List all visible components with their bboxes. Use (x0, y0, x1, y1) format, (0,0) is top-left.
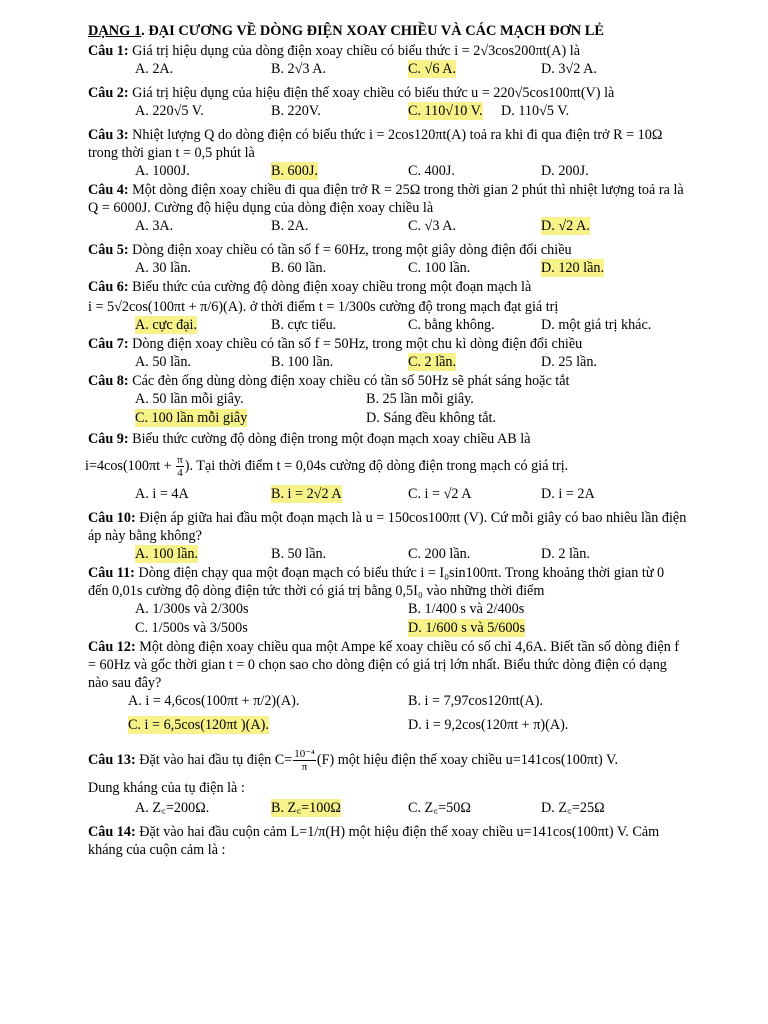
question-label: Câu 2: (88, 85, 129, 101)
option-a: A. i = 4A (135, 486, 189, 502)
question-13 (88, 748, 688, 773)
document-page (85, 22, 688, 859)
question-label: Câu 1: (88, 43, 129, 59)
question-5 (88, 241, 688, 259)
question-label: Câu 12: (88, 639, 136, 655)
option-a: A. 50 lần. (135, 354, 191, 370)
option-a: A. 30 lần. (135, 260, 191, 276)
question-3 (88, 126, 688, 162)
option-d: D. 3√2 A. (541, 61, 597, 77)
option-b: B. i = 7,97cos120πt(A). (408, 693, 543, 709)
fraction-denominator: π (301, 761, 308, 773)
question-text-end: (F) một hiệu điện thế xoay chiều u=141cos(100πt) V. (316, 751, 619, 768)
options-11-row2 (88, 619, 688, 638)
fraction-numerator: 10⁻⁴ (294, 748, 315, 760)
option-c-highlighted: C. √6 A. (408, 61, 456, 77)
option-a: A. 50 lần mỗi giây. (135, 391, 244, 407)
options-13 (88, 799, 688, 823)
question-text: Một dòng điện xoay chiều đi qua điện trở R = 25Ω trong thời gian 2 phút thì nhiệt lượng toả ra là Q = 6000J. Cường độ hiệu dụng của dòng điện xoay chiều là (88, 182, 684, 216)
option-a: A. 3A. (135, 218, 174, 234)
fraction-numerator: π (177, 454, 183, 466)
option-a: A. 1000J. (135, 163, 190, 179)
option-a: A. Z꜀=200Ω. (135, 800, 210, 816)
option-d: D. Sáng đều không tắt. (366, 410, 497, 426)
expression-end: ). Tại thời điểm t = 0,04s cường độ dòng điện trong mạch có giá trị. (184, 457, 569, 474)
options-12-row1 (88, 692, 688, 716)
question-text: Một dòng điện xoay chiều qua một Ampe kế xoay chiều có số chỉ 4,6A. Biết tần số dòng điện f = 60Hz và gốc thời gian t = 0 chọn sao cho dòng điện có giá trị lớn nhất. Biểu thức dòng điện có dạng nào sau đây? (88, 639, 680, 691)
option-d: D. 200J. (541, 163, 589, 179)
question-2 (88, 84, 688, 102)
options-5 (88, 259, 688, 278)
question-9-expression (85, 454, 688, 479)
options-4 (88, 217, 688, 241)
section-label: DẠNG 1 (88, 23, 142, 39)
question-6-expression: i = 5√2cos(100πt + π/6)(A). ở thời điểm t = 1/300s cường độ trong mạch đạt giá trị (88, 299, 559, 315)
question-label: Câu 4: (88, 182, 129, 198)
question-10 (88, 509, 688, 545)
options-8-row2 (88, 409, 688, 428)
option-c: C. 200 lần. (408, 546, 471, 562)
option-d-highlighted: D. 120 lần. (541, 260, 605, 276)
question-4 (88, 181, 688, 217)
question-13-line2: Dung kháng của tụ điện là : (88, 780, 245, 796)
option-c-highlighted: C. 100 lần mỗi giây (135, 410, 248, 426)
option-b: B. 2√3 A. (271, 61, 327, 77)
question-12 (88, 638, 688, 692)
option-c: C. bằng không. (408, 317, 495, 333)
option-b: B. 25 lần mỗi giây. (366, 391, 474, 407)
option-d-highlighted: D. 1/600 s và 5/600s (408, 620, 526, 636)
option-c: C. 100 lần. (408, 260, 471, 276)
question-text: Biểu thức của cường độ dòng điện xoay chiều trong một đoạn mạch là (132, 279, 532, 295)
options-1 (88, 60, 688, 84)
question-text: Biểu thức cường độ dòng điện trong một đoạn mạch xoay chiều AB là (132, 431, 531, 447)
option-c-highlighted: C. 110√10 V. (408, 103, 483, 119)
option-a: A. 2A. (135, 61, 174, 77)
option-d: D. 2 lần. (541, 546, 590, 562)
option-d: D. 25 lần. (541, 354, 597, 370)
question-8 (88, 372, 688, 390)
question-label: Câu 3: (88, 127, 129, 143)
fraction (293, 748, 316, 773)
options-11-row1 (88, 600, 688, 619)
option-c: C. Z꜀=50Ω (408, 800, 471, 816)
fraction (176, 454, 184, 479)
option-d: D. 110√5 V. (501, 103, 570, 119)
option-b-highlighted: B. Z꜀=100Ω (271, 800, 341, 816)
option-b: B. 100 lần. (271, 354, 334, 370)
options-6 (88, 316, 688, 335)
question-label: Câu 14: (88, 824, 136, 840)
question-text: Các đèn ống dùng dòng điện xoay chiều có tần số 50Hz sẽ phát sáng hoặc tắt (132, 373, 570, 389)
options-9 (88, 485, 688, 509)
option-b: B. 1/400 s và 2/400s (408, 601, 525, 617)
options-7 (88, 353, 688, 372)
option-d: D. i = 9,2cos(120πt + π)(A). (408, 717, 569, 733)
option-c: C. i = √2 A (408, 486, 472, 502)
option-a: A. 1/300s và 2/300s (135, 601, 249, 617)
option-b: B. cực tiểu. (271, 317, 337, 333)
options-2 (88, 102, 688, 126)
options-8-row1 (88, 390, 688, 409)
option-a: A. i = 4,6cos(100πt + π/2)(A). (128, 693, 300, 709)
question-text: Dòng điện chạy qua một đoạn mạch có biểu thức i = I₀sin100πt. Trong khoảng thời gian từ 0 đến 0,01s cường độ dòng điện tức thời có giá trị bằng 0,5I₀ vào những thời điểm (88, 565, 665, 599)
question-label: Câu 6: (88, 279, 129, 295)
question-text: Đặt vào hai đầu cuộn cảm L=1/π(H) một hiệu điện thế xoay chiều u=141cos(100πt) V. Cảm kháng của cuộn cảm là : (88, 824, 660, 858)
question-label: Câu 13: (88, 751, 136, 768)
question-label: Câu 5: (88, 242, 129, 258)
options-3 (88, 162, 688, 181)
option-d: D. i = 2A (541, 486, 595, 502)
option-d-highlighted: D. √2 A. (541, 218, 590, 234)
option-a-highlighted: A. 100 lần. (135, 546, 199, 562)
question-text: Dòng điện xoay chiều có tần số f = 50Hz, trong một chu kì dòng điện đổi chiều (132, 336, 583, 352)
fraction-denominator: 4 (177, 467, 183, 479)
question-9 (88, 430, 688, 448)
option-c-highlighted: C. 2 lần. (408, 354, 457, 370)
question-1 (88, 42, 688, 60)
option-b: B. 220V. (271, 103, 321, 119)
section-heading: . ĐẠI CƯƠNG VỀ DÒNG ĐIỆN XOAY CHIỀU VÀ CÁC MẠCH ĐƠN LẺ (141, 23, 604, 39)
expression-start: i=4cos(100πt + (85, 457, 176, 474)
option-b-highlighted: B. i = 2√2 A (271, 486, 342, 502)
options-10 (88, 545, 688, 564)
option-c: C. √3 A. (408, 218, 456, 234)
option-c-highlighted: C. i = 6,5cos(120πt )(A). (128, 717, 269, 733)
question-label: Câu 11: (88, 565, 135, 581)
question-text: Nhiệt lượng Q do dòng điện có biểu thức i = 2cos120πt(A) toả ra khi đi qua điện trở R = 10Ω trong thời gian t = 0,5 phút là (88, 127, 663, 161)
option-b: B. 60 lần. (271, 260, 327, 276)
option-c: C. 1/500s và 3/500s (135, 620, 248, 636)
question-label: Câu 10: (88, 510, 136, 526)
question-label: Câu 9: (88, 431, 129, 447)
question-text: Dòng điện xoay chiều có tần số f = 60Hz, trong một giây dòng điện đổi chiều (132, 242, 572, 258)
question-14 (88, 823, 688, 859)
question-label: Câu 8: (88, 373, 129, 389)
question-7 (88, 335, 688, 353)
question-11 (88, 564, 688, 600)
option-d: D. một giá trị khác. (541, 317, 652, 333)
option-a-highlighted: A. cực đại. (135, 317, 198, 333)
question-label: Câu 7: (88, 336, 129, 352)
question-6 (88, 278, 688, 296)
option-a: A. 220√5 V. (135, 103, 204, 119)
question-text: Điện áp giữa hai đầu một đoạn mạch là u = 150cos100πt (V). Cứ mỗi giây có bao nhiêu lần điện áp này bằng không? (88, 510, 687, 544)
option-b: B. 2A. (271, 218, 309, 234)
options-12-row2 (88, 716, 688, 740)
option-d: D. Z꜀=25Ω (541, 800, 605, 816)
question-text: Đặt vào hai đầu tụ điện C= (135, 751, 293, 768)
section-title (88, 22, 688, 41)
option-b: B. 50 lần. (271, 546, 327, 562)
question-text: Giá trị hiệu dụng của dòng điện xoay chiều có biểu thức i = 2√3cos200πt(A) là (132, 43, 581, 59)
option-c: C. 400J. (408, 163, 455, 179)
question-text: Giá trị hiệu dụng của hiệu điện thế xoay chiều có biểu thức u = 220√5cos100πt(V) là (132, 85, 615, 101)
option-b-highlighted: B. 600J. (271, 163, 318, 179)
